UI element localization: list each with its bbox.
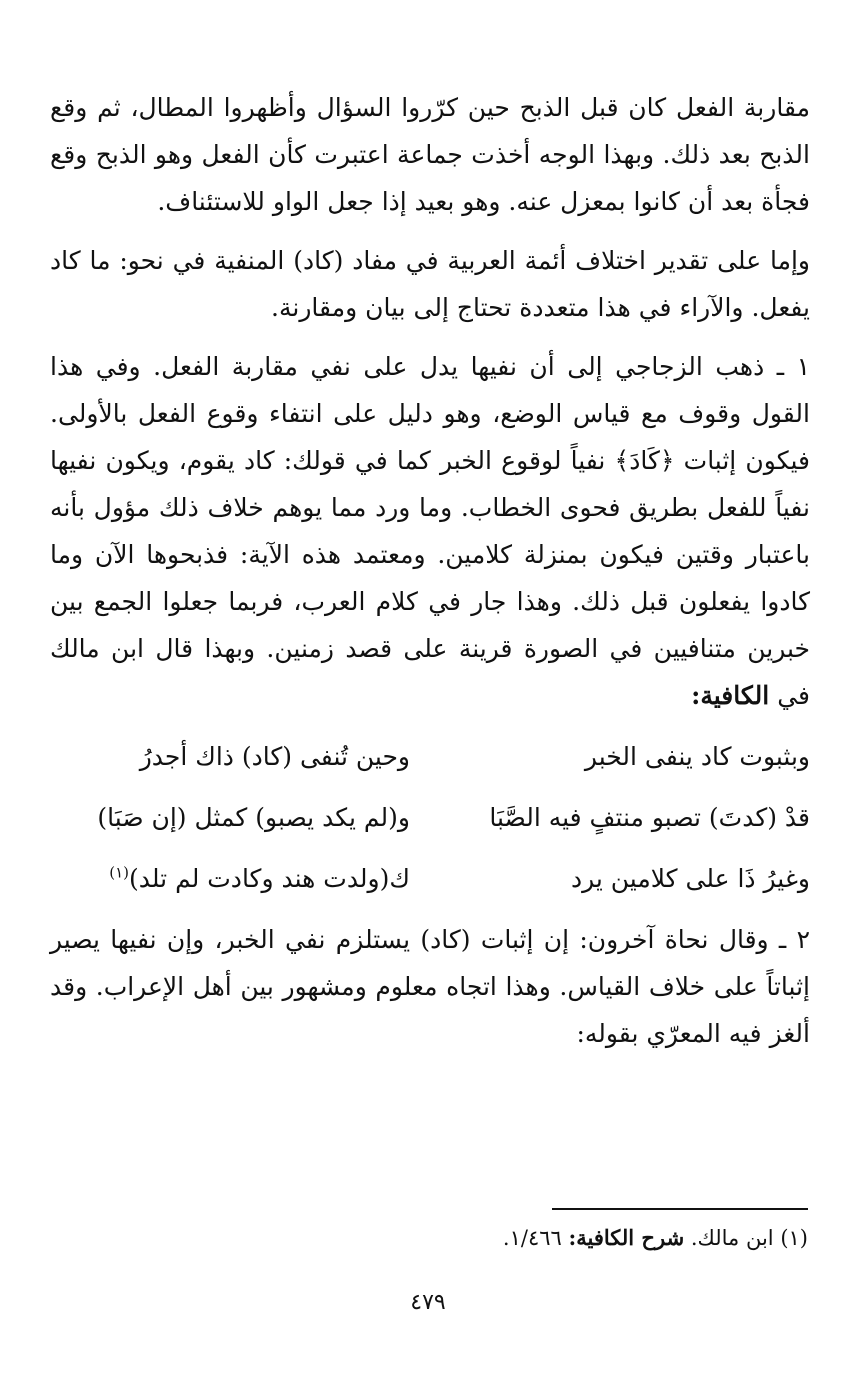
- paragraph-1: مقاربة الفعل كان قبل الذبح حين كرّروا السؤال وأظهروا المطال، ثم وقع الذبح بعد ذلك. وبهذا الوجه أخذت جماعة اعتبرت كأن الفعل وهو الذبح وقع فجأة بعد أن كانوا بمعزل عنه. وهو بعيد إذا جعل الواو للاستئناف.: [50, 93, 810, 216]
- page-number: ٤٧٩: [410, 1290, 446, 1315]
- verse-line-3: [50, 855, 810, 902]
- page-body: [50, 84, 810, 1069]
- verse-3-first-hemistich: وغيرُ ذَا على كلامين يرد: [570, 864, 810, 893]
- verse-3-second-text: ك(ولدت هند وكادت لم تلد): [129, 864, 410, 893]
- verse-1-second-hemistich: وحين تُنفى (كاد) ذاك أجدرُ: [139, 742, 410, 771]
- verse-2-second-hemistich: و(لم يكد يصبو) كمثل (إن صَبَا): [97, 803, 410, 832]
- footnote-divider: [552, 1208, 808, 1210]
- footnote-title: شرح الكافية:: [568, 1225, 685, 1250]
- verse-3-second-hemistich: [50, 855, 410, 902]
- paragraph-3-first-line: ١ ـ ذهب الزجاجي إلى أن نفيها يدل على نفي مقاربة الفعل.: [153, 352, 810, 381]
- paragraph-3-body: وفي هذا القول وقوف مع قياس الوضع، وهو دليل على انتفاء وقوع الفعل بالأولى. فيكون إثبات ﴿كَادَ﴾ نفياً لوقوع الخبر كما في قولك: كاد يقوم، ويكون نفيها نفياً للفعل بطريق فحوى الخطاب. وما ورد مما يوهم خلاف ذلك مؤول بأنه باعتبار وقتين فيكون بمنزلة كلامين. ومعتمد هذه الآية: فذبحوها الآن وما كادوا يفعلون قبل ذلك. وهذا جار في كلام العرب، فربما جعلوا الجمع بين خبرين متنافيين في الصورة قرينة على قصد زمنين. وبهذا قال ابن مالك في: [50, 352, 810, 710]
- paragraph-3: [50, 343, 810, 719]
- poem-verses: [50, 733, 810, 902]
- verse-1-first-hemistich: وبثبوت كاد ينفى الخبر: [584, 742, 810, 771]
- kafiya-title: الكافية:: [691, 681, 770, 710]
- verse-2-first-hemistich: قدْ (كدتَ) تصبو منتفٍ فيه الصَّبَا: [489, 803, 810, 832]
- verse-line-2: [50, 794, 810, 841]
- footnote-number: (١): [780, 1226, 808, 1250]
- footnote-reference: ١/٤٦٦.: [502, 1226, 562, 1250]
- footnote: [108, 1218, 808, 1258]
- paragraph-4: ٢ ـ وقال نحاة آخرون: إن إثبات (كاد) يستلزم نفي الخبر، وإن نفيها يصير إثباتاً على خلاف القياس. وهذا اتجاه معلوم ومشهور بين أهل الإعراب. وقد ألغز فيه المعرّي بقوله:: [50, 925, 810, 1048]
- footnote-marker[interactable]: (١): [109, 863, 130, 882]
- paragraph-2: وإما على تقدير اختلاف أئمة العربية في مفاد (كاد) المنفية في نحو: ما كاد يفعل. والآراء في هذا متعددة تحتاج إلى بيان ومقارنة.: [50, 246, 810, 322]
- footnote-author: ابن مالك.: [690, 1226, 774, 1250]
- verse-line-1: [50, 733, 810, 780]
